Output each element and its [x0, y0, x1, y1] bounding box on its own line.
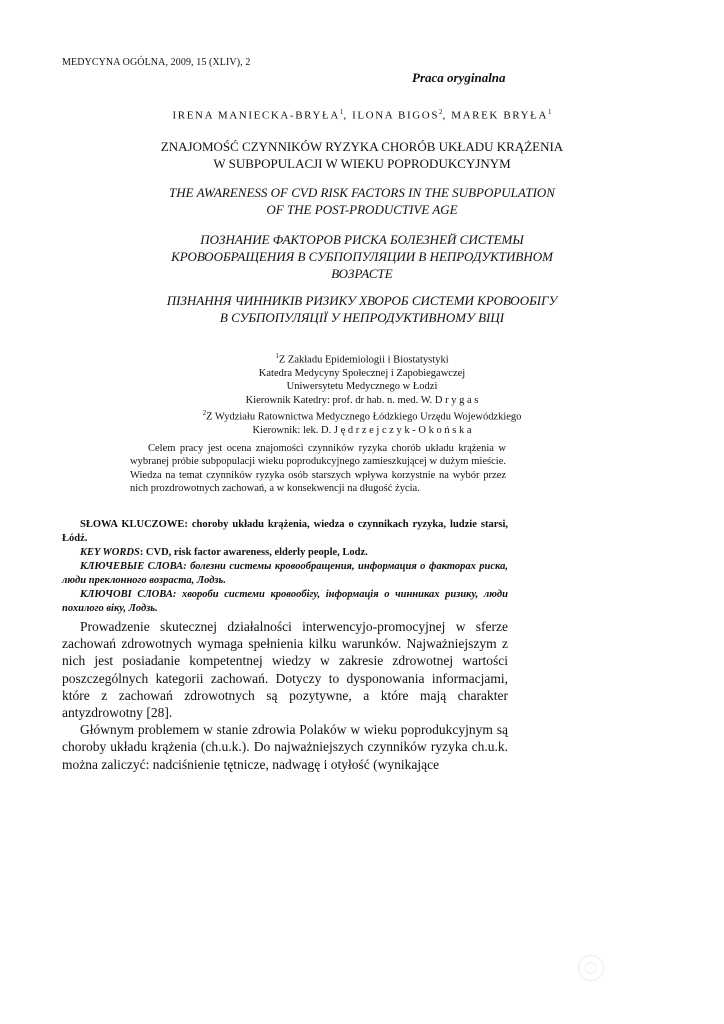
author-name: IRENA MANIECKA-BRYŁA	[172, 109, 340, 122]
keywords-label: КЛЮЧОВІ СЛОВА:	[80, 589, 177, 600]
title-line: THE AWARENESS OF CVD RISK FACTORS IN THE SUBPOPULATION	[169, 185, 555, 200]
title-ukrainian	[62, 292, 662, 326]
keywords-label: SŁOWA KLUCZOWE:	[80, 519, 188, 530]
author-name: MAREK BRYŁA	[451, 109, 548, 122]
body-paragraph: Głównym problemem w stanie zdrowia Polaków w wieku poprodukcyjnym są choroby układu krążenia (ch.u.k.). Do najważniejszych czynników ryzyka ch.u.k. można zaliczyć: nadciśnienie tętnicze, nadwagę i otyłość (wynikające	[62, 722, 508, 772]
title-line: OF THE POST-PRODUCTIVE AGE	[266, 202, 458, 217]
title-english	[62, 184, 662, 218]
affiliation-line: Kierownik Katedry: prof. dr hab. n. med. W. D r y g a s	[245, 394, 479, 406]
affiliation-line	[62, 407, 662, 424]
title-line: ВОЗРАСТЕ	[331, 266, 393, 281]
author-affiliation-mark: 1	[339, 108, 344, 116]
keywords-polish	[62, 518, 508, 546]
title-russian	[62, 231, 662, 282]
author-affiliation-mark: 2	[439, 108, 443, 116]
abstract: Celem pracy jest ocena znajomości czynników ryzyka chorób układu krążenia w wybranej próbie subpopulacji wieku poprodukcyjnego zamieszkującej w dużym mieście. Wiedza na temat czynników ryzyka osób starszych wpływa korzystnie na wybór przez nich prozdrowotnych zachowań, a w konsekwencji na długość życia.	[130, 443, 506, 495]
title-line: ZNAJOMOŚĆ CZYNNIKÓW RYZYKA CHORÓB UKŁADU KRĄŻENIA	[160, 139, 564, 154]
keywords-block	[62, 518, 508, 616]
keywords-text: choroby układu krążenia, wiedza o czynnikach ryzyka, ludzie starsi, Łódź.	[62, 519, 509, 544]
affiliations	[62, 350, 662, 437]
keywords-text: : CVD, risk factor awareness, elderly people, Lodz.	[139, 547, 368, 558]
keywords-english	[62, 546, 508, 560]
body-text	[62, 618, 508, 773]
author-affiliation-mark: 1	[548, 108, 552, 116]
keywords-label: КЛЮЧЕВЫЕ СЛОВА:	[80, 561, 187, 572]
affiliation-line: Uniwersytetu Medycznego w Łodzi	[286, 381, 438, 393]
author-separator: ,	[442, 109, 452, 122]
keywords-ukrainian	[62, 588, 508, 616]
keywords-text: хвороби системи кровообігу, інформація о чинниках ризику, люди похилого віку, Лодзь.	[62, 589, 508, 614]
title-line: КРОВООБРАЩЕНИЯ В СУБПОПУЛЯЦИИ В НЕПРОДУКТИВНОМ	[171, 249, 553, 264]
title-line: ПІЗНАННЯ ЧИННИКІВ РИЗИКУ ХВОРОБ СИСТЕМИ КРОВООБІГУ	[166, 293, 558, 308]
affiliation-mark: 2	[202, 409, 207, 418]
title-line: В СУБПОПУЛЯЦІЇ У НЕПРОДУКТИВНОМУ ВІЦІ	[219, 310, 505, 325]
keywords-text: болезни системы кровообращения, информация о факторах риска, люди преклонного возраста, Лодзь.	[62, 561, 508, 586]
affiliation-line: Katedra Medycyny Społecznej i Zapobiegawczej	[258, 367, 466, 379]
author-separator: ,	[343, 109, 353, 122]
affiliation-line: Kierownik: lek. D. J ę d r z e j c z y k - O k o ń s k a	[252, 425, 472, 437]
title-polish	[62, 138, 662, 172]
affiliation-mark: 1	[275, 352, 279, 360]
keywords-label: KEY WORDS	[80, 547, 140, 558]
affiliation-text: Z Zakładu Epidemiologii i Biostatystyki	[278, 354, 449, 366]
affiliation-line	[62, 350, 662, 367]
body-paragraph: Prowadzenie skutecznej działalności interwencyjo-promocyjnej w sferze zachowań zdrowotnych wymaga spełnienia kilku warunków. Najważniejszym z nich jest posiadanie kompetentnej wiedzy w zakresie zdrowotnej wartości poszczególnych kategorii zachowań. Dotyczy to dysponowania informacjami, które z zachowań zdrowotnych są pozytywne, a które mają charakter antyzdrowotny [28].	[62, 619, 508, 721]
author-list	[62, 108, 662, 122]
author-name: ILONA BIGOS	[352, 109, 440, 122]
journal-citation: MEDYCYNA OGÓLNA, 2009, 15 (XLIV), 2	[62, 57, 251, 68]
article-type: Praca oryginalna	[412, 70, 506, 85]
title-line: W SUBPOPULACJI W WIEKU POPRODUKCYJNYM	[213, 156, 511, 171]
title-line: ПОЗНАНИЕ ФАКТОРОВ РИСКА БОЛЕЗНЕЙ СИСТЕМЫ	[200, 232, 524, 247]
affiliation-text: Z Wydziału Ratownictwa Medycznego Łódzkiego Urzędu Wojewódzkiego	[206, 411, 522, 423]
watermark-seal-icon	[578, 955, 604, 981]
keywords-russian	[62, 560, 508, 588]
